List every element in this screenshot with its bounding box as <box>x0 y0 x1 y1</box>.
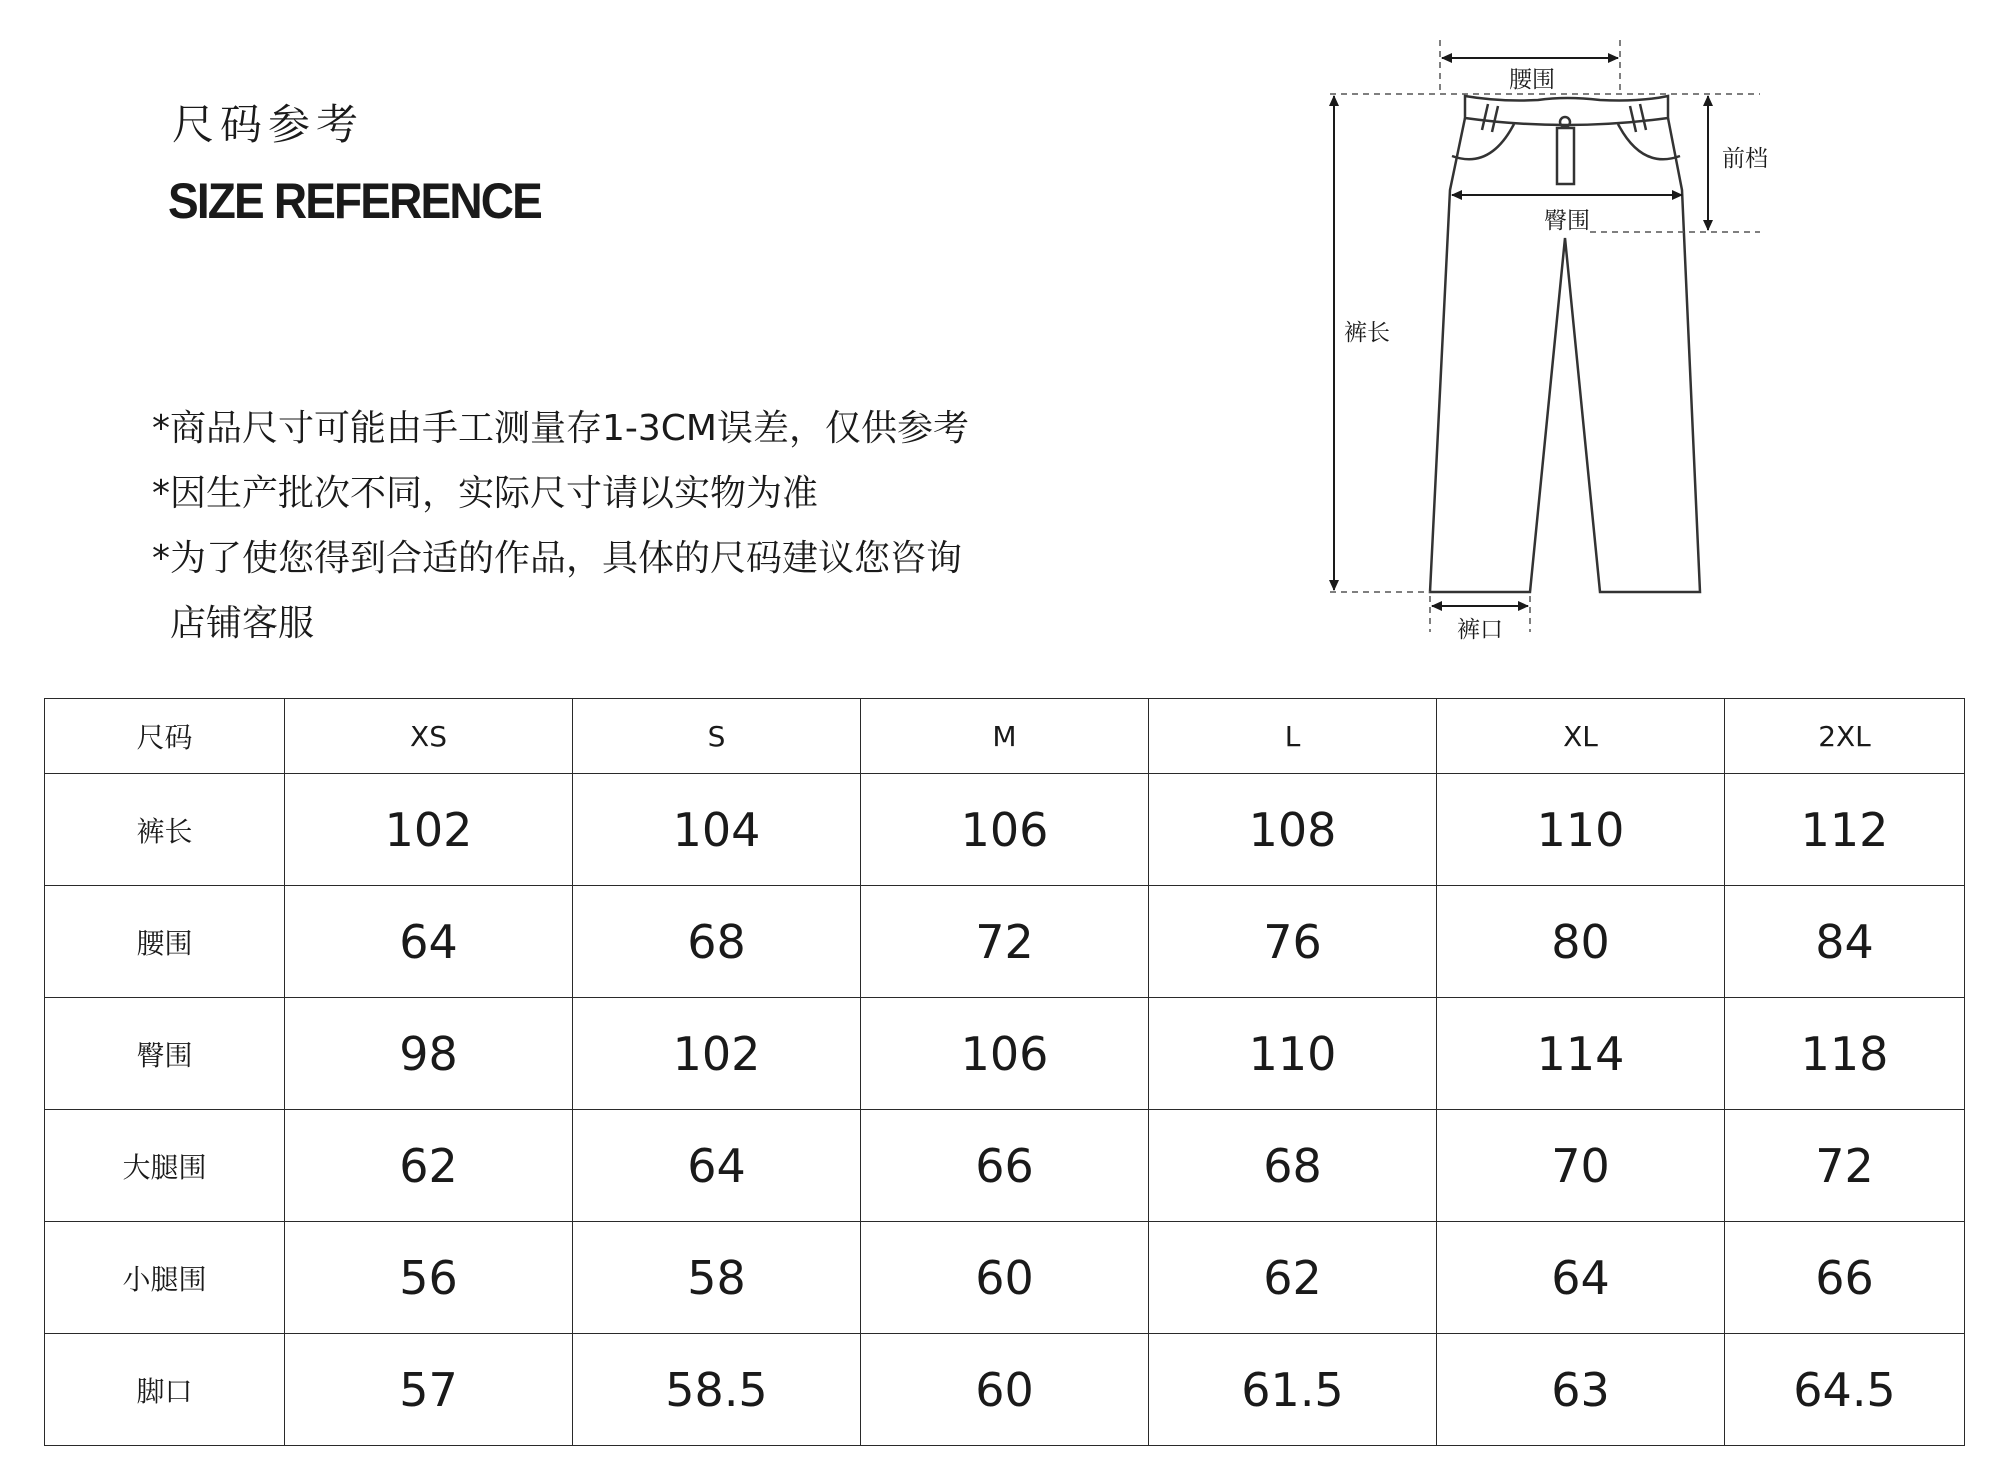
table-cell: 72 <box>1725 1110 1965 1222</box>
note-item: *因生产批次不同，实际尺寸请以实物为准 <box>152 473 819 514</box>
table-cell: 110 <box>1149 998 1437 1110</box>
waist-label: 腰围 <box>1509 67 1555 93</box>
table-cell: 76 <box>1149 886 1437 998</box>
table-header-row <box>45 699 1965 774</box>
table-cell: 108 <box>1149 774 1437 886</box>
table-cell: 84 <box>1725 886 1965 998</box>
table-row <box>45 1334 1965 1446</box>
note-item: *为了使您得到合适的作品，具体的尺码建议您咨询 <box>152 538 963 579</box>
table-row <box>45 1110 1965 1222</box>
table-cell: 110 <box>1437 774 1725 886</box>
size-header: L <box>1149 699 1437 774</box>
table-cell: 70 <box>1437 1110 1725 1222</box>
table-row <box>45 774 1965 886</box>
size-header: S <box>573 699 861 774</box>
note-item: *商品尺寸可能由手工测量存1-3CM误差，仅供参考 <box>152 408 969 449</box>
table-cell: 60 <box>861 1222 1149 1334</box>
table-cell: 64 <box>1437 1222 1725 1334</box>
table-cell: 60 <box>861 1334 1149 1446</box>
note-item: 店铺客服 <box>170 603 315 644</box>
row-label: 裤长 <box>45 774 285 886</box>
table-row <box>45 1222 1965 1334</box>
size-header: M <box>861 699 1149 774</box>
table-cell: 64 <box>285 886 573 998</box>
measurement-arrows <box>1334 58 1708 606</box>
table-cell: 114 <box>1437 998 1725 1110</box>
table-cell: 57 <box>285 1334 573 1446</box>
table-cell: 102 <box>285 774 573 886</box>
table-row <box>45 998 1965 1110</box>
hip-label: 臀围 <box>1544 208 1590 234</box>
row-label: 脚口 <box>45 1334 285 1446</box>
row-label: 腰围 <box>45 886 285 998</box>
table-cell: 64 <box>573 1110 861 1222</box>
row-label: 小腿围 <box>45 1222 285 1334</box>
guide-lines <box>1330 40 1760 632</box>
table-cell: 61.5 <box>1149 1334 1437 1446</box>
pants-measurement-diagram <box>1290 40 1970 650</box>
table-cell: 58.5 <box>573 1334 861 1446</box>
size-chart-table <box>44 698 1965 1446</box>
size-header: XL <box>1437 699 1725 774</box>
table-cell: 66 <box>861 1110 1149 1222</box>
table-cell: 68 <box>573 886 861 998</box>
pants-outline <box>1430 96 1700 592</box>
table-cell: 118 <box>1725 998 1965 1110</box>
table-cell: 104 <box>573 774 861 886</box>
front-rise-label: 前档 <box>1722 146 1768 172</box>
table-cell: 62 <box>1149 1222 1437 1334</box>
page-title-cn: 尺码参考 <box>172 100 365 149</box>
table-cell: 62 <box>285 1110 573 1222</box>
table-cell: 80 <box>1437 886 1725 998</box>
table-cell: 63 <box>1437 1334 1725 1446</box>
table-cell: 56 <box>285 1222 573 1334</box>
size-header: XS <box>285 699 573 774</box>
table-cell: 58 <box>573 1222 861 1334</box>
table-cell: 112 <box>1725 774 1965 886</box>
table-row <box>45 886 1965 998</box>
leg-opening-label: 裤口 <box>1457 617 1503 643</box>
row-label: 臀围 <box>45 998 285 1110</box>
table-cell: 106 <box>861 998 1149 1110</box>
size-header: 2XL <box>1725 699 1965 774</box>
page-title-en: SIZE REFERENCE <box>168 173 541 229</box>
table-cell: 66 <box>1725 1222 1965 1334</box>
table-cell: 68 <box>1149 1110 1437 1222</box>
length-label: 裤长 <box>1344 320 1390 346</box>
measurement-notes <box>152 396 969 656</box>
table-cell: 72 <box>861 886 1149 998</box>
table-cell: 64.5 <box>1725 1334 1965 1446</box>
row-label: 大腿围 <box>45 1110 285 1222</box>
table-cell: 106 <box>861 774 1149 886</box>
table-cell: 98 <box>285 998 573 1110</box>
corner-cell: 尺码 <box>45 699 285 774</box>
table-cell: 102 <box>573 998 861 1110</box>
